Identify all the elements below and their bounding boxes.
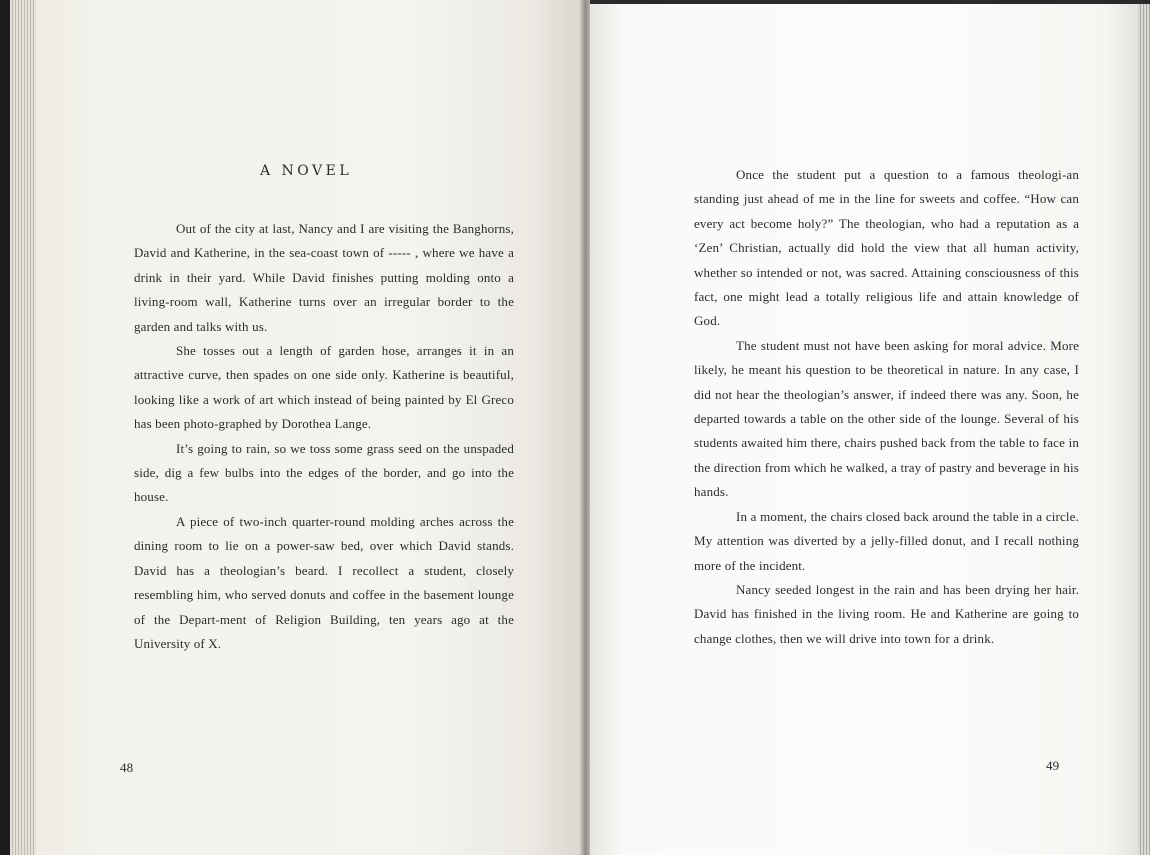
- page-number-left: 48: [120, 760, 134, 775]
- paragraph: Nancy seeded longest in the rain and has been drying her hair. David has finished in the living room. He and Katherine are going to change clothes, then we will drive into town for a drink.: [694, 581, 1079, 646]
- paragraph: She tosses out a length of garden hose, arranges it in an attractive curve, then spades on one side only. Katherine is beautiful, looking like a work of art which instead of being painted by El Greco has been photo-graphed by Dorothea Lange.: [134, 343, 514, 432]
- top-shadow: [590, 0, 1150, 4]
- right-page-body: [694, 163, 1079, 651]
- chapter-heading: A NOVEL: [260, 163, 353, 179]
- paragraph: In a moment, the chairs closed back around the table in a circle. My attention was diverted by a jelly-filled donut, and I recall nothing more of the incident.: [694, 508, 1079, 573]
- paragraph: It’s going to rain, so we toss some grass seed on the unspaded side, dig a few bulbs into the edges of the border, and go into the house.: [134, 440, 514, 505]
- page-edges-right: [1138, 0, 1150, 855]
- paragraph: The student must not have been asking for moral advice. More likely, he meant his question to be theoretical in nature. In any case, I did not hear the theologian’s answer, if indeed there was any. Soon, he departed towards a table on the other side of the lounge. Several of his students awaited him there, chairs pushed back from the table to face in the direction from which he walked, a tray of pastry and beverage in his hands.: [694, 337, 1079, 500]
- paragraph: Out of the city at last, Nancy and I are visiting the Banghorns, David and Katherine, in the sea-coast town of ----- , where we have a drink in their yard. While David finishes putting molding onto a living-room wall, Katherine turns over an irregular border to the garden and talks with us.: [134, 221, 514, 334]
- paragraph: Once the student put a question to a famous theologi-an standing just ahead of me in the line for sweets and coffee. “How can every act become holy?” The theologian, who had a reputation as a ‘Zen’ Christian, actually did hold the view that all human activity, whether so intended or not, was sacred. Attaining consciousness of this fact, one might lead a totally religious life and attain knowledge of God.: [694, 167, 1079, 329]
- page-number-right: 49: [1046, 758, 1060, 773]
- left-page-body: [134, 217, 514, 656]
- paragraph: A piece of two-inch quarter-round molding arches across the dining room to lie on a power-saw bed, over which David stands. David has a theologian’s beard. I recollect a student, closely resembling him, who served donuts and coffee in the basement lounge of the Depart-ment of Religion Building, ten years ago at the University of X.: [134, 513, 514, 651]
